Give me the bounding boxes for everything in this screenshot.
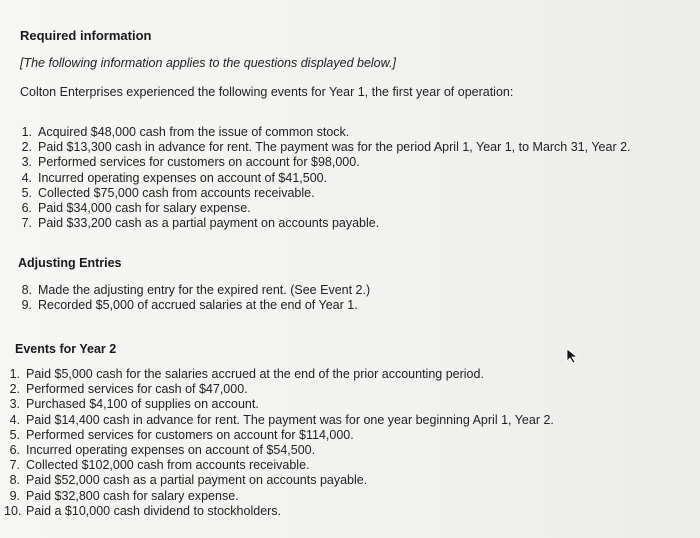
item-number: 8.	[9, 473, 20, 488]
list-item	[16, 171, 631, 186]
item-number: 3.	[9, 397, 20, 412]
item-text: Made the adjusting entry for the expired rent. (See Event 2.)	[38, 283, 371, 297]
list-item	[16, 155, 631, 170]
item-number: 10.	[4, 503, 22, 518]
list-item	[4, 428, 554, 443]
list-item	[16, 201, 631, 216]
list-item	[16, 283, 370, 298]
item-number: 2.	[21, 140, 32, 155]
item-number: 8.	[21, 283, 32, 297]
list-item	[4, 413, 554, 428]
item-text: Performed services for customers on account for $114,000.	[26, 427, 354, 442]
item-number: 1.	[21, 125, 32, 139]
year1-events-list	[16, 125, 631, 231]
item-text: Performed services for cash of $47,000.	[26, 382, 248, 397]
item-text: Collected $102,000 cash from accounts receivable.	[26, 458, 310, 473]
intro-text: Colton Enterprises experienced the following events for Year 1, the first year of operation:	[20, 85, 514, 99]
item-number: 2.	[9, 382, 20, 397]
list-item	[4, 489, 554, 504]
list-item	[4, 382, 554, 397]
list-item	[4, 504, 554, 519]
item-text: Incurred operating expenses on account of $41,500.	[38, 170, 328, 185]
item-text: Performed services for customers on account for $98,000.	[38, 155, 360, 170]
list-item	[4, 443, 554, 458]
list-item	[4, 473, 554, 488]
item-text: Acquired $48,000 cash from the issue of common stock.	[38, 125, 350, 139]
item-number: 1.	[9, 367, 20, 381]
item-text: Recorded $5,000 of accrued salaries at the end of Year 1.	[38, 298, 358, 313]
item-number: 9.	[9, 488, 20, 503]
list-item	[16, 186, 631, 201]
item-text: Incurred operating expenses on account of $54,500.	[26, 443, 316, 458]
list-item	[4, 397, 554, 412]
item-text: Paid $32,800 cash for salary expense.	[26, 488, 239, 503]
item-number: 4.	[9, 412, 20, 427]
list-item	[16, 216, 631, 231]
item-text: Paid $14,400 cash in advance for rent. The payment was for one year beginning April 1, Year 2.	[26, 412, 554, 427]
item-text: Paid $34,000 cash for salary expense.	[38, 201, 251, 216]
item-text: Paid $33,200 cash as a partial payment on accounts payable.	[38, 216, 380, 231]
item-number: 6.	[9, 443, 20, 458]
item-text: Collected $75,000 cash from accounts receivable.	[38, 185, 315, 200]
info-note: [The following information applies to the questions displayed below.]	[20, 56, 396, 70]
list-item	[16, 298, 370, 313]
required-information-title: Required information	[20, 28, 152, 43]
item-text: Paid $13,300 cash in advance for rent. The payment was for the period April 1, Year 1, to March 31, Year 2.	[38, 140, 631, 155]
adjusting-entries-heading: Adjusting Entries	[18, 256, 122, 270]
item-number: 6.	[21, 201, 32, 216]
item-number: 7.	[21, 216, 32, 231]
item-number: 5.	[21, 185, 32, 200]
year2-events-list	[4, 367, 554, 519]
item-number: 5.	[9, 427, 20, 442]
list-item	[4, 367, 554, 382]
item-text: Paid $52,000 cash as a partial payment on accounts payable.	[26, 473, 368, 488]
mouse-pointer-icon	[566, 348, 580, 364]
adjusting-entries-list	[16, 283, 370, 313]
item-text: Paid $5,000 cash for the salaries accrued at the end of the prior accounting period.	[26, 367, 484, 381]
year2-events-heading: Events for Year 2	[15, 342, 117, 356]
item-number: 4.	[21, 170, 32, 185]
item-text: Paid a $10,000 cash dividend to stockholders.	[26, 503, 282, 518]
item-number: 3.	[21, 155, 32, 170]
list-item	[16, 125, 631, 140]
list-item	[4, 458, 554, 473]
item-number: 9.	[21, 298, 32, 313]
list-item	[16, 140, 631, 155]
item-number: 7.	[9, 458, 20, 473]
item-text: Purchased $4,100 of supplies on account.	[26, 397, 259, 412]
